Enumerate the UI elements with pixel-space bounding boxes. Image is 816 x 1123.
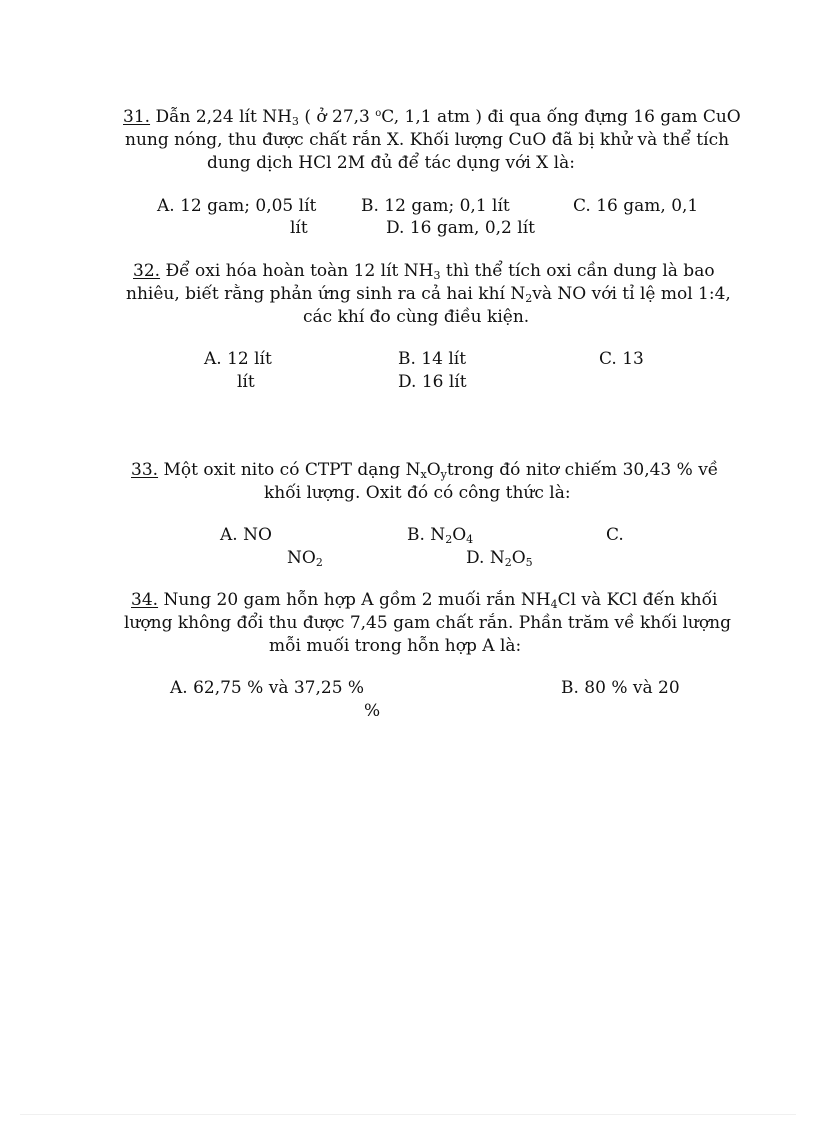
- q31-option-d: D. 16 gam, 0,2 lít: [386, 218, 535, 238]
- q34-option-a: A. 62,75 % và 37,25 %: [170, 678, 365, 698]
- q34-stem-line-3: mỗi muối trong hỗn hợp A là:: [269, 636, 522, 656]
- q31-stem-line-1: 31. Dẫn 2,24 lít $NH_3$ ( ở 27,3 $^o$C, 1,1 atm ) đi qua ống đựng 16 gam CuO: [123, 107, 741, 128]
- q34-option-b-wrap: %: [364, 701, 381, 721]
- q34-option-b: B. 80 % và 20: [561, 678, 680, 698]
- q31-option-c-wrap: lít: [290, 218, 308, 238]
- page-bottom-divider: [20, 1114, 796, 1115]
- q32-number: 32.: [133, 261, 161, 281]
- q31-stem-line-3: dung dịch HCl 2M đủ để tác dụng với X là:: [207, 153, 575, 173]
- q32-stem-line-3: các khí đo cùng điều kiện.: [303, 307, 530, 327]
- q33-option-b: B. $N_2O_4$: [407, 525, 474, 546]
- q32-option-c: C. 13: [599, 349, 644, 369]
- q33-number: 33.: [131, 460, 159, 480]
- q32-option-c-wrap: lít: [237, 372, 255, 392]
- q31-stem-line-2: nung nóng, thu được chất rắn X. Khối lượng CuO đã bị khử và thể tích: [125, 130, 730, 150]
- q32-option-a: A. 12 lít: [204, 349, 272, 369]
- q31-option-a: A. 12 gam; 0,05 lít: [157, 196, 317, 216]
- q33-option-d: D. $N_2O_5$: [466, 548, 533, 569]
- q32-stem-line-2: nhiêu, biết rằng phản ứng sinh ra cả hai khí $N_2và$ NO với tỉ lệ mol 1:4,: [126, 284, 731, 305]
- q31-option-b: B. 12 gam; 0,1 lít: [361, 196, 510, 216]
- q32-stem-line-1: 32. Để oxi hóa hoàn toàn 12 lít $NH_3$ thì thể tích oxi cần dung là bao: [133, 261, 715, 282]
- q32-option-d: D. 16 lít: [398, 372, 467, 392]
- q34-number: 34.: [131, 590, 159, 610]
- q33-option-c: C.: [606, 525, 624, 545]
- q34-stem-line-2: lượng không đổi thu được 7,45 gam chất rắn. Phần trăm về khối lượng: [124, 613, 731, 633]
- q33-option-c-wrap: $NO_2$: [287, 548, 323, 569]
- q32-option-b: B. 14 lít: [398, 349, 467, 369]
- q33-stem-line-1: 33. Một oxit nito có CTPT dạng $N_xO_ytrong$ đó nitơ chiếm 30,43 % về: [131, 460, 719, 481]
- q31-option-c: C. 16 gam, 0,1: [573, 196, 699, 216]
- q34-stem-line-1: 34. Nung 20 gam hỗn hợp A gồm 2 muối rắn $NH_4Cl$ và KCl đến khối: [131, 590, 718, 611]
- q33-option-a: A. NO: [220, 525, 272, 545]
- q33-stem-line-2: khối lượng. Oxit đó có công thức là:: [264, 483, 571, 503]
- q31-number: 31.: [123, 107, 151, 127]
